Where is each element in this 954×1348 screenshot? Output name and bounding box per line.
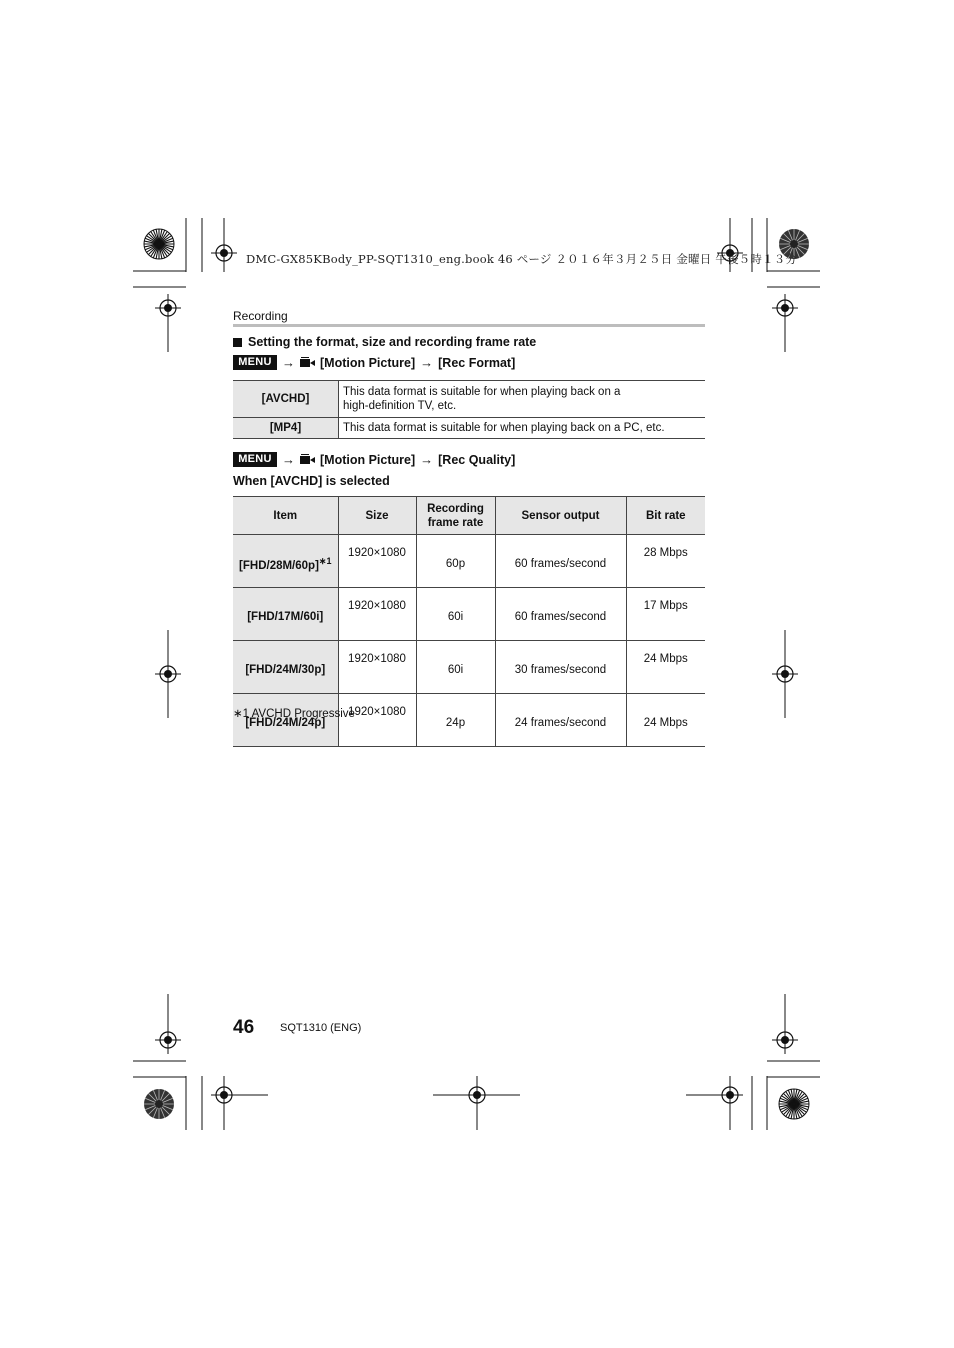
cell-bit-rate: 24 Mbps <box>626 694 705 747</box>
cell-frame-rate: 60i <box>416 588 495 641</box>
cell-item: [FHD/24M/24p] <box>233 694 338 747</box>
cell-size: 1920×1080 <box>338 588 416 641</box>
cell-frame-rate: 60p <box>416 535 495 588</box>
cell-size: 1920×1080 <box>338 535 416 588</box>
table-row <box>233 381 705 418</box>
section-label: Recording <box>233 309 288 323</box>
table-row <box>233 535 705 588</box>
cell-sensor-output: 24 frames/second <box>495 694 626 747</box>
footnote: ∗1 AVCHD Progressive <box>233 708 355 720</box>
menu-path-rec-format <box>233 355 515 370</box>
description-line: high-definition TV, etc. <box>343 400 457 412</box>
arrow-icon: → <box>420 355 434 370</box>
cell-sensor-output: 60 frames/second <box>495 535 626 588</box>
menu-path-menu: [Motion Picture] <box>320 452 416 467</box>
arrow-icon: → <box>420 452 434 467</box>
cell-bit-rate: 28 Mbps <box>626 535 705 588</box>
cell-bit-rate: 17 Mbps <box>626 588 705 641</box>
format-key: [AVCHD] <box>233 381 339 418</box>
cell-frame-rate: 24p <box>416 694 495 747</box>
table-row <box>233 694 705 747</box>
cell-item: [FHD/24M/30p] <box>233 641 338 694</box>
cell-bit-rate: 24 Mbps <box>626 641 705 694</box>
arrow-icon: → <box>282 452 295 467</box>
arrow-icon: → <box>282 355 295 370</box>
table-header-row <box>233 497 705 535</box>
rec-format-table <box>233 380 705 439</box>
table-row <box>233 588 705 641</box>
column-header-frame-rate: Recording frame rate <box>416 497 495 535</box>
table-row <box>233 641 705 694</box>
column-header-item: Item <box>233 497 338 535</box>
section-heading <box>233 335 536 349</box>
cell-sensor-output: 30 frames/second <box>495 641 626 694</box>
column-header-sensor-output: Sensor output <box>495 497 626 535</box>
menu-path-item: [Rec Quality] <box>438 452 516 467</box>
cell-size: 1920×1080 <box>338 641 416 694</box>
menu-badge: MENU <box>233 355 277 370</box>
description-line: This data format is suitable for when playing back on a PC, etc. <box>343 422 665 434</box>
motion-picture-icon <box>300 454 315 465</box>
menu-path-menu: [Motion Picture] <box>320 355 416 370</box>
model-code: SQT1310 (ENG) <box>280 1022 362 1034</box>
column-header-bit-rate: Bit rate <box>626 497 705 535</box>
format-key: [MP4] <box>233 418 339 439</box>
menu-path-rec-quality <box>233 452 515 467</box>
cell-item: [FHD/17M/60i] <box>233 588 338 641</box>
table-row <box>233 418 705 439</box>
format-description <box>339 418 706 439</box>
page-number: 46 <box>233 1017 255 1038</box>
heading-text: Setting the format, size and recording frame rate <box>248 335 537 349</box>
format-description <box>339 381 706 418</box>
print-file-info: DMC-GX85KBody_PP-SQT1310_eng.book 46 ページ ２０１６年３月２５日 金曜日 午後５時１３分 <box>246 252 798 266</box>
menu-badge: MENU <box>233 452 277 467</box>
section-divider <box>233 324 705 327</box>
square-bullet-icon <box>233 338 242 347</box>
cell-sensor-output: 60 frames/second <box>495 588 626 641</box>
description-line: This data format is suitable for when playing back on a <box>343 386 621 398</box>
cell-item: $[FHD/28M/60p]^{∗1}$ <box>233 535 338 588</box>
footnote-marker: ∗1 <box>318 556 332 567</box>
subheading: When [AVCHD] is selected <box>233 474 390 488</box>
column-header-size: Size <box>338 497 416 535</box>
motion-picture-icon <box>300 357 315 368</box>
cell-size: 1920×1080 <box>338 694 416 747</box>
menu-path-item: [Rec Format] <box>438 355 516 370</box>
cell-frame-rate: 60i <box>416 641 495 694</box>
